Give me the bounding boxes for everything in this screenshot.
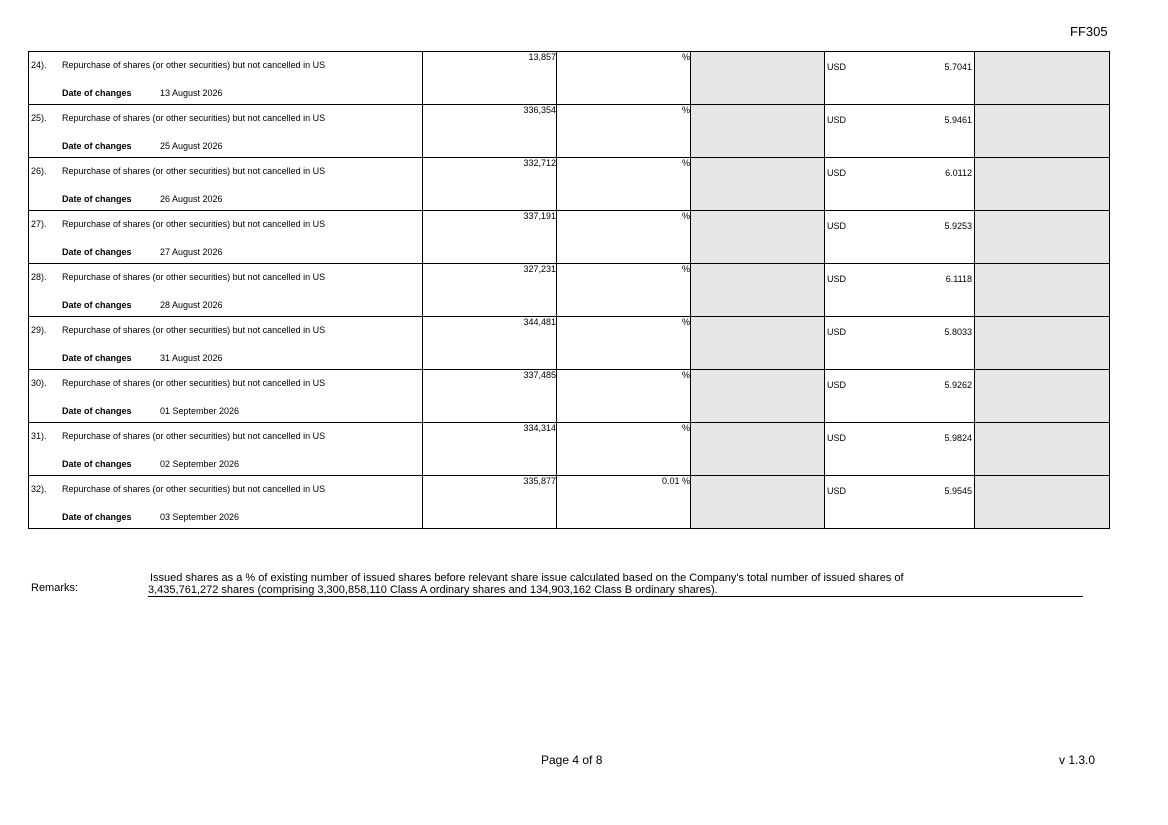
- table-row: [29, 317, 1110, 370]
- description-cell: [29, 317, 423, 370]
- row-number: 32).: [31, 484, 47, 494]
- shares-cell: 332,712: [423, 158, 557, 211]
- date-of-changes-value: 27 August 2026: [160, 247, 223, 257]
- price-cell: [825, 370, 975, 423]
- description-cell: [29, 105, 423, 158]
- shares-cell: 13,857: [423, 52, 557, 105]
- table-row: [29, 423, 1110, 476]
- percent-cell: %: [557, 370, 691, 423]
- blank-shaded-cell: [691, 105, 825, 158]
- blank-shaded-cell: [975, 264, 1110, 317]
- currency-code: USD: [827, 486, 847, 496]
- table-row: [29, 211, 1110, 264]
- shares-cell: 327,231: [423, 264, 557, 317]
- percent-cell: %: [557, 264, 691, 317]
- currency-code: USD: [827, 221, 847, 231]
- percent-cell: %: [557, 317, 691, 370]
- shares-cell: 337,485: [423, 370, 557, 423]
- description-cell: [29, 423, 423, 476]
- blank-shaded-cell: [975, 52, 1110, 105]
- price-cell: [825, 476, 975, 529]
- percent-cell: %: [557, 158, 691, 211]
- date-of-changes-label: Date of changes: [62, 406, 132, 416]
- price-value: 5.8033: [944, 327, 972, 337]
- row-number: 26).: [31, 166, 47, 176]
- shares-cell: 334,314: [423, 423, 557, 476]
- date-of-changes-label: Date of changes: [62, 459, 132, 469]
- currency-code: USD: [827, 115, 847, 125]
- blank-shaded-cell: [975, 476, 1110, 529]
- change-description: Repurchase of shares (or other securities) but not cancelled in US: [62, 60, 326, 70]
- table-row: [29, 370, 1110, 423]
- table-row: [29, 476, 1110, 529]
- date-of-changes-label: Date of changes: [62, 512, 132, 522]
- date-of-changes-value: 13 August 2026: [160, 88, 223, 98]
- date-of-changes-value: 31 August 2026: [160, 353, 223, 363]
- blank-shaded-cell: [975, 423, 1110, 476]
- shares-cell: 335,877: [423, 476, 557, 529]
- description-cell: [29, 211, 423, 264]
- description-cell: [29, 476, 423, 529]
- shares-cell: 337,191: [423, 211, 557, 264]
- currency-code: USD: [827, 380, 847, 390]
- description-cell: [29, 158, 423, 211]
- remarks-text: [148, 572, 1083, 597]
- blank-shaded-cell: [691, 370, 825, 423]
- percent-cell: %: [557, 52, 691, 105]
- price-value: 6.1118: [945, 274, 972, 284]
- date-of-changes-value: 03 September 2026: [160, 512, 240, 522]
- description-cell: [29, 370, 423, 423]
- page-number: Page 4 of 8: [541, 753, 603, 767]
- row-number: 28).: [31, 272, 47, 282]
- blank-shaded-cell: [975, 105, 1110, 158]
- date-of-changes-label: Date of changes: [62, 247, 132, 257]
- blank-shaded-cell: [691, 476, 825, 529]
- change-description: Repurchase of shares (or other securities) but not cancelled in US: [62, 325, 326, 335]
- version-label: v 1.3.0: [1059, 753, 1096, 767]
- price-cell: [825, 264, 975, 317]
- percent-cell: %: [557, 105, 691, 158]
- remarks-line-2: 3,435,761,272 shares (comprising 3,300,858,110 Class A ordinary shares and 134,903,162 Class B ordinary shares).: [148, 584, 718, 596]
- blank-shaded-cell: [691, 158, 825, 211]
- blank-shaded-cell: [691, 317, 825, 370]
- currency-code: USD: [827, 62, 847, 72]
- change-description: Repurchase of shares (or other securities) but not cancelled in US: [62, 484, 326, 494]
- change-description: Repurchase of shares (or other securities) but not cancelled in US: [62, 113, 326, 123]
- table-row: [29, 105, 1110, 158]
- description-cell: [29, 264, 423, 317]
- price-cell: [825, 211, 975, 264]
- blank-shaded-cell: [975, 370, 1110, 423]
- price-cell: [825, 158, 975, 211]
- date-of-changes-value: 28 August 2026: [160, 300, 223, 310]
- row-number: 27).: [31, 219, 47, 229]
- date-of-changes-value: 02 September 2026: [160, 459, 240, 469]
- form-code: FF305: [1070, 24, 1108, 39]
- change-description: Repurchase of shares (or other securities) but not cancelled in US: [62, 166, 326, 176]
- currency-code: USD: [827, 327, 847, 337]
- price-value: 5.9824: [944, 433, 972, 443]
- currency-code: USD: [827, 274, 847, 284]
- description-cell: [29, 52, 423, 105]
- currency-code: USD: [827, 168, 847, 178]
- share-changes-table: [28, 51, 1110, 529]
- price-cell: [825, 105, 975, 158]
- row-number: 24).: [31, 60, 47, 70]
- blank-shaded-cell: [975, 211, 1110, 264]
- table-row: [29, 52, 1110, 105]
- percent-cell: 0.01 %: [557, 476, 691, 529]
- price-cell: [825, 423, 975, 476]
- date-of-changes-label: Date of changes: [62, 300, 132, 310]
- blank-shaded-cell: [691, 264, 825, 317]
- shares-cell: 344,481: [423, 317, 557, 370]
- change-description: Repurchase of shares (or other securities) but not cancelled in US: [62, 378, 326, 388]
- blank-shaded-cell: [691, 423, 825, 476]
- percent-cell: %: [557, 211, 691, 264]
- price-cell: [825, 52, 975, 105]
- date-of-changes-value: 25 August 2026: [160, 141, 223, 151]
- blank-shaded-cell: [975, 158, 1110, 211]
- change-description: Repurchase of shares (or other securities) but not cancelled in US: [62, 272, 326, 282]
- remarks-line-1: Issued shares as a % of existing number of issued shares before relevant share issue calculated based on the Company's total number of issued shares of: [150, 572, 904, 584]
- price-value: 6.0112: [945, 168, 972, 178]
- row-number: 31).: [31, 431, 47, 441]
- row-number: 30).: [31, 378, 47, 388]
- row-number: 29).: [31, 325, 47, 335]
- price-value: 5.9545: [944, 486, 972, 496]
- date-of-changes-label: Date of changes: [62, 141, 132, 151]
- table-row: [29, 158, 1110, 211]
- remarks-label: Remarks:: [31, 582, 79, 594]
- blank-shaded-cell: [691, 52, 825, 105]
- change-description: Repurchase of shares (or other securities) but not cancelled in US: [62, 431, 326, 441]
- date-of-changes-label: Date of changes: [62, 194, 132, 204]
- blank-shaded-cell: [691, 211, 825, 264]
- percent-cell: %: [557, 423, 691, 476]
- date-of-changes-label: Date of changes: [62, 88, 132, 98]
- price-value: 5.7041: [944, 62, 972, 72]
- shares-cell: 336,354: [423, 105, 557, 158]
- price-cell: [825, 317, 975, 370]
- date-of-changes-label: Date of changes: [62, 353, 132, 363]
- date-of-changes-value: 26 August 2026: [160, 194, 223, 204]
- price-value: 5.9253: [944, 221, 972, 231]
- currency-code: USD: [827, 433, 847, 443]
- row-number: 25).: [31, 113, 47, 123]
- table-row: [29, 264, 1110, 317]
- price-value: 5.9461: [944, 115, 972, 125]
- blank-shaded-cell: [975, 317, 1110, 370]
- date-of-changes-value: 01 September 2026: [160, 406, 240, 416]
- price-value: 5.9262: [944, 380, 972, 390]
- change-description: Repurchase of shares (or other securities) but not cancelled in US: [62, 219, 326, 229]
